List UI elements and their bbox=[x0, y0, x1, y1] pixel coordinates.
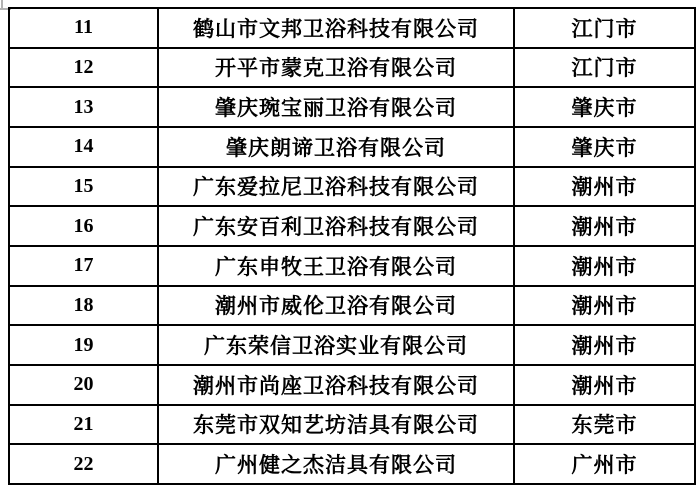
table-row bbox=[9, 444, 695, 484]
table-row bbox=[9, 127, 695, 167]
company-cell: 广东荣信卫浴实业有限公司 bbox=[158, 325, 514, 365]
index-cell: 22 bbox=[9, 444, 158, 484]
table-row bbox=[9, 87, 695, 127]
company-cell: 广州健之杰洁具有限公司 bbox=[158, 444, 514, 484]
index-cell: 18 bbox=[9, 286, 158, 326]
company-list-table bbox=[8, 7, 696, 485]
company-table-body bbox=[9, 8, 695, 484]
city-cell: 江门市 bbox=[514, 8, 695, 48]
index-cell: 13 bbox=[9, 87, 158, 127]
index-cell: 14 bbox=[9, 127, 158, 167]
city-cell: 潮州市 bbox=[514, 286, 695, 326]
city-cell: 潮州市 bbox=[514, 325, 695, 365]
city-cell: 潮州市 bbox=[514, 246, 695, 286]
company-cell: 肇庆朗谛卫浴有限公司 bbox=[158, 127, 514, 167]
table-row bbox=[9, 286, 695, 326]
city-cell: 广州市 bbox=[514, 444, 695, 484]
table-row bbox=[9, 167, 695, 207]
index-cell: 17 bbox=[9, 246, 158, 286]
company-cell: 广东安百利卫浴科技有限公司 bbox=[158, 206, 514, 246]
table-row bbox=[9, 48, 695, 88]
company-cell: 潮州市威伦卫浴有限公司 bbox=[158, 286, 514, 326]
company-cell: 广东爱拉尼卫浴科技有限公司 bbox=[158, 167, 514, 207]
city-cell: 潮州市 bbox=[514, 206, 695, 246]
table-row bbox=[9, 206, 695, 246]
city-cell: 肇庆市 bbox=[514, 87, 695, 127]
city-cell: 潮州市 bbox=[514, 365, 695, 405]
city-cell: 肇庆市 bbox=[514, 127, 695, 167]
index-cell: 16 bbox=[9, 206, 158, 246]
index-cell: 15 bbox=[9, 167, 158, 207]
company-cell: 东莞市双知艺坊洁具有限公司 bbox=[158, 405, 514, 445]
table-row bbox=[9, 325, 695, 365]
city-cell: 潮州市 bbox=[514, 167, 695, 207]
company-cell: 肇庆琬宝丽卫浴有限公司 bbox=[158, 87, 514, 127]
index-cell: 12 bbox=[9, 48, 158, 88]
table-row bbox=[9, 405, 695, 445]
index-cell: 20 bbox=[9, 365, 158, 405]
index-cell: 21 bbox=[9, 405, 158, 445]
company-cell: 潮州市尚座卫浴科技有限公司 bbox=[158, 365, 514, 405]
city-cell: 江门市 bbox=[514, 48, 695, 88]
index-cell: 19 bbox=[9, 325, 158, 365]
city-cell: 东莞市 bbox=[514, 405, 695, 445]
company-cell: 开平市蒙克卫浴有限公司 bbox=[158, 48, 514, 88]
index-cell: 11 bbox=[9, 8, 158, 48]
company-cell: 鹤山市文邦卫浴科技有限公司 bbox=[158, 8, 514, 48]
table-row bbox=[9, 246, 695, 286]
table-row bbox=[9, 365, 695, 405]
table-row bbox=[9, 8, 695, 48]
company-cell: 广东申牧王卫浴有限公司 bbox=[158, 246, 514, 286]
